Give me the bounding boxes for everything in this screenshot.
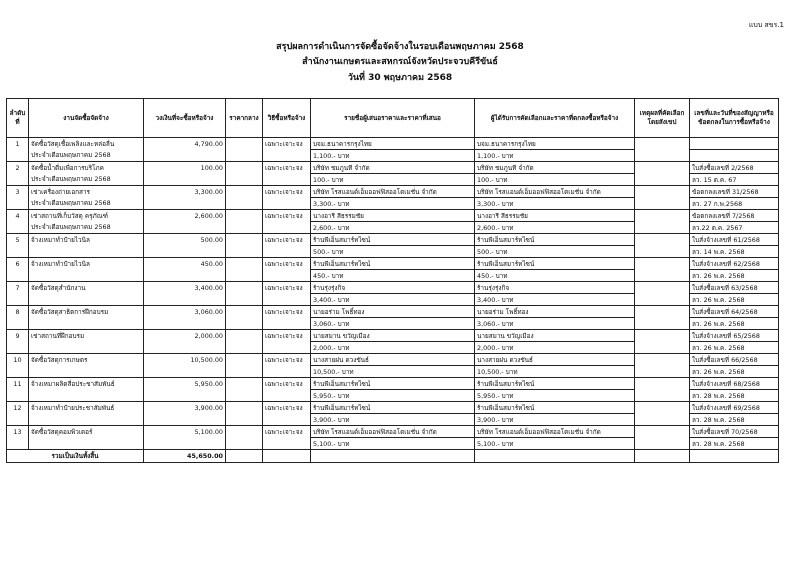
selection-reason <box>635 258 690 270</box>
median-price <box>226 354 263 366</box>
budget-amount: 10,500.00 <box>144 354 226 366</box>
winner-name: ร้านพีเอ็นสมาร์ทไซน์ <box>475 258 635 270</box>
table-row-detail <box>7 414 779 426</box>
task-name: จ้างเหมาทำป้ายประชาสัมพันธ์ <box>29 402 144 414</box>
table-row <box>7 210 779 222</box>
budget-amount: 3,300.00 <box>144 186 226 198</box>
procurement-method: เฉพาะเจาะจง <box>263 186 311 198</box>
winning-price: 2,600.- บาท <box>475 222 635 234</box>
winner-name: ร้านพีเอ็นสมาร์ทไซน์ <box>475 234 635 246</box>
median-price <box>226 306 263 318</box>
task-period: ประจำเดือนพฤษภาคม 2568 <box>29 198 144 210</box>
winning-price: 3,400.- บาท <box>475 294 635 306</box>
median-price <box>226 186 263 198</box>
procurement-method: เฉพาะเจาะจง <box>263 258 311 270</box>
task-period <box>29 342 144 354</box>
task-name: เช่าสถานที่เก็บวัสดุ ครุภัณฑ์ <box>29 210 144 222</box>
bid-price: 3,300.- บาท <box>311 198 475 210</box>
bidder-name: ร้านพีเอ็นสมาร์ทไซน์ <box>311 378 475 390</box>
bid-price: 5,950.- บาท <box>311 390 475 402</box>
bidder-name: บจม.ธนาคารกรุงไทย <box>311 138 475 150</box>
form-code: แบบ สขร.1 <box>748 21 784 29</box>
winner-name: นางอารี สีธรรมชัย <box>475 210 635 222</box>
task-name: จ้างเหมาผลิตสื่อประชาสัมพันธ์ <box>29 378 144 390</box>
contract-number: ใบสั่งซื้อเลขที่ 66/2568 <box>690 354 779 366</box>
table-row-detail <box>7 270 779 282</box>
median-price <box>226 282 263 294</box>
winning-price: 100.- บาท <box>475 174 635 186</box>
table-row <box>7 330 779 342</box>
row-number: 9 <box>7 330 29 342</box>
contract-number: ใบสั่งซื้อเลขที่ 2/2568 <box>690 162 779 174</box>
row-number: 12 <box>7 402 29 414</box>
contract-number: ใบสั่งจ้างเลขที่ 68/2568 <box>690 378 779 390</box>
task-name: จัดซื้อวัสดุคอมพิวเตอร์ <box>29 426 144 438</box>
bidder-name: นางอารี สีธรรมชัย <box>311 210 475 222</box>
median-price <box>226 378 263 390</box>
budget-amount: 2,000.00 <box>144 330 226 342</box>
median-price <box>226 210 263 222</box>
table-row <box>7 378 779 390</box>
col-header-budget: วงเงินที่จะซื้อหรือจ้าง <box>144 99 226 138</box>
table-row <box>7 234 779 246</box>
selection-reason <box>635 306 690 318</box>
table-row <box>7 306 779 318</box>
report-title: สรุปผลการดำเนินการจัดซื้อจัดจ้างในรอบเดือนพฤษภาคม 2568 <box>276 42 524 52</box>
winning-price: 5,950.- บาท <box>475 390 635 402</box>
selection-reason <box>635 378 690 390</box>
procurement-method: เฉพาะเจาะจง <box>263 354 311 366</box>
budget-amount: 2,600.00 <box>144 210 226 222</box>
contract-date: ลว. 26 พ.ค. 2568 <box>690 318 779 330</box>
winning-price: 5,100.- บาท <box>475 438 635 450</box>
bid-price: 10,500.- บาท <box>311 366 475 378</box>
task-name: จ้างเหมาทำป้ายไวนิล <box>29 258 144 270</box>
procurement-method: เฉพาะเจาะจง <box>263 234 311 246</box>
task-period: ประจำเดือนพฤษภาคม 2568 <box>29 174 144 186</box>
contract-date: ลว. 26 พ.ค. 2568 <box>690 366 779 378</box>
median-price <box>226 330 263 342</box>
bidder-name: บริษัท ชมภูนที จำกัด <box>311 162 475 174</box>
bidder-name: นายอร่าม โพธิ์ทอง <box>311 306 475 318</box>
contract-number: ใบสั่งซื้อเลขที่ 63/2568 <box>690 282 779 294</box>
selection-reason <box>635 282 690 294</box>
budget-amount: 450.00 <box>144 258 226 270</box>
procurement-method: เฉพาะเจาะจง <box>263 282 311 294</box>
col-header-method: วิธีซื้อหรือจ้าง <box>263 99 311 138</box>
median-price <box>226 402 263 414</box>
winning-price: 450.- บาท <box>475 270 635 282</box>
table-row-detail <box>7 438 779 450</box>
bid-price: 100.- บาท <box>311 174 475 186</box>
bidder-name: บริษัท โรสแอนด์เอ็มออฟฟิสออโตเมชั่น จำกัด <box>311 426 475 438</box>
table-row-detail <box>7 318 779 330</box>
winning-price: 3,060.- บาท <box>475 318 635 330</box>
median-price <box>226 138 263 150</box>
task-period <box>29 366 144 378</box>
col-header-task: งานจัดซื้อจัดจ้าง <box>29 99 144 138</box>
table-row <box>7 282 779 294</box>
task-name: จัดซื้อวัสดุสำนักงาน <box>29 282 144 294</box>
median-price <box>226 234 263 246</box>
contract-date: ลว. 14 พ.ค. 2568 <box>690 246 779 258</box>
contract-number: ใบสั่งจ้างเลขที่ 65/2568 <box>690 330 779 342</box>
winning-price: 3,300.- บาท <box>475 198 635 210</box>
bid-price: 450.- บาท <box>311 270 475 282</box>
contract-number <box>690 138 779 150</box>
bid-price: 3,400.- บาท <box>311 294 475 306</box>
median-price <box>226 258 263 270</box>
median-price <box>226 426 263 438</box>
contract-number: ใบสั่งจ้างเลขที่ 69/2568 <box>690 402 779 414</box>
task-period <box>29 318 144 330</box>
table-row-detail <box>7 198 779 210</box>
procurement-summary-table <box>6 98 779 463</box>
winning-price: 10,500.- บาท <box>475 366 635 378</box>
table-row <box>7 162 779 174</box>
table-row-detail <box>7 294 779 306</box>
budget-amount: 3,400.00 <box>144 282 226 294</box>
row-number: 13 <box>7 426 29 438</box>
row-number: 11 <box>7 378 29 390</box>
col-header-winner: ผู้ได้รับการคัดเลือกและราคาที่ตกลงซื้อหรือจ้าง <box>475 99 635 138</box>
winning-price: 1,100.- บาท <box>475 150 635 162</box>
winner-name: ร้านพีเอ็นสมาร์ทไซน์ <box>475 402 635 414</box>
bidder-name: ร้านพีเอ็นสมาร์ทไซน์ <box>311 402 475 414</box>
contract-number: ใบสั่งซื้อเลขที่ 64/2568 <box>690 306 779 318</box>
contract-date: ลว. 26 พ.ค. 2568 <box>690 270 779 282</box>
table-row <box>7 138 779 150</box>
row-number: 5 <box>7 234 29 246</box>
row-number: 4 <box>7 210 29 222</box>
bidder-name: ร้านรุ่งรุ่งกิจ <box>311 282 475 294</box>
winning-price: 2,000.- บาท <box>475 342 635 354</box>
task-name: เช่าเครื่องถ่ายเอกสาร <box>29 186 144 198</box>
table-row <box>7 402 779 414</box>
bidder-name: ร้านพีเอ็นสมาร์ทไซน์ <box>311 234 475 246</box>
winner-name: ร้านพีเอ็นสมาร์ทไซน์ <box>475 378 635 390</box>
task-name: จัดซื้อวัสดุสาธิตการฝึกอบรม <box>29 306 144 318</box>
procurement-method: เฉพาะเจาะจง <box>263 306 311 318</box>
winner-name: บจม.ธนาคารกรุงไทย <box>475 138 635 150</box>
task-period <box>29 438 144 450</box>
median-price <box>226 162 263 174</box>
task-period <box>29 294 144 306</box>
procurement-method: เฉพาะเจาะจง <box>263 330 311 342</box>
total-row <box>7 450 779 463</box>
budget-amount: 5,100.00 <box>144 426 226 438</box>
table-row-detail <box>7 342 779 354</box>
row-number: 6 <box>7 258 29 270</box>
table-row-detail <box>7 150 779 162</box>
task-period <box>29 414 144 426</box>
procurement-method: เฉพาะเจาะจง <box>263 378 311 390</box>
row-number: 3 <box>7 186 29 198</box>
office-name: สำนักงานเกษตรและสหกรณ์จังหวัดประจวบคีรีขันธ์ <box>302 57 498 67</box>
col-header-contract: เลขที่และวันที่ของสัญญาหรือข้อตกลงในการซื้อหรือจ้าง <box>690 99 779 138</box>
col-header-reason: เหตุผลที่คัดเลือกโดยสังเขป <box>635 99 690 138</box>
winner-name: บริษัท โรสแอนด์เอ็มออฟฟิสออโตเมชั่น จำกัด <box>475 186 635 198</box>
col-header-median-price: ราคากลาง <box>226 99 263 138</box>
winner-name: นางสายฝน ดวงขันธ์ <box>475 354 635 366</box>
budget-amount: 500.00 <box>144 234 226 246</box>
table-row-detail <box>7 366 779 378</box>
winner-name: นายอร่าม โพธิ์ทอง <box>475 306 635 318</box>
col-header-bidders: รายชื่อผู้เสนอราคาและราคาที่เสนอ <box>311 99 475 138</box>
bid-price: 500.- บาท <box>311 246 475 258</box>
bidder-name: นายสมาน ขวัญเมือง <box>311 330 475 342</box>
contract-number: ข้อตกลงเลขที่ 7/2568 <box>690 210 779 222</box>
contract-number: ข้อตกลงเลขที่ 31/2568 <box>690 186 779 198</box>
selection-reason <box>635 330 690 342</box>
bid-price: 3,060.- บาท <box>311 318 475 330</box>
selection-reason <box>635 402 690 414</box>
selection-reason <box>635 354 690 366</box>
bidder-name: บริษัท โรสแอนด์เอ็มออฟฟิสออโตเมชั่น จำกัด <box>311 186 475 198</box>
table-row <box>7 426 779 438</box>
budget-amount: 100.00 <box>144 162 226 174</box>
task-period <box>29 246 144 258</box>
budget-amount: 3,060.00 <box>144 306 226 318</box>
budget-amount: 4,790.00 <box>144 138 226 150</box>
selection-reason <box>635 162 690 174</box>
bidder-name: นางสายฝน ดวงขันธ์ <box>311 354 475 366</box>
task-name: จัดซื้อน้ำดื่มเพื่อการบริโภค <box>29 162 144 174</box>
table-row-detail <box>7 174 779 186</box>
task-name: จัดซื้อวัสดุการเกษตร <box>29 354 144 366</box>
procurement-method: เฉพาะเจาะจง <box>263 210 311 222</box>
row-number: 1 <box>7 138 29 150</box>
task-name: จ้างเหมาทำป้ายไวนิล <box>29 234 144 246</box>
procurement-method: เฉพาะเจาะจง <box>263 402 311 414</box>
procurement-method: เฉพาะเจาะจง <box>263 426 311 438</box>
task-period: ประจำเดือนพฤษภาคม 2568 <box>29 150 144 162</box>
task-period <box>29 270 144 282</box>
selection-reason <box>635 210 690 222</box>
contract-date: ลว.22 ต.ค. 2567 <box>690 222 779 234</box>
table-row <box>7 186 779 198</box>
task-name: จัดซื้อวัสดุเชื้อเพลิงและหล่อลื่น <box>29 138 144 150</box>
contract-date: ลว. 28 พ.ค. 2568 <box>690 414 779 426</box>
table-row-detail <box>7 390 779 402</box>
winning-price: 500.- บาท <box>475 246 635 258</box>
bid-price: 1,100.- บาท <box>311 150 475 162</box>
col-header-no: ลำดับที่ <box>7 99 29 138</box>
table-row-detail <box>7 246 779 258</box>
selection-reason <box>635 234 690 246</box>
winner-name: นายสมาน ขวัญเมือง <box>475 330 635 342</box>
header-row <box>7 99 779 138</box>
bid-price: 3,900.- บาท <box>311 414 475 426</box>
task-period <box>29 390 144 402</box>
report-date: วันที่ 30 พฤษภาคม 2568 <box>347 73 453 83</box>
contract-date: ลว. 28 พ.ค. 2568 <box>690 390 779 402</box>
procurement-method: เฉพาะเจาะจง <box>263 138 311 150</box>
bidder-name: ร้านพีเอ็นสมาร์ทไซน์ <box>311 258 475 270</box>
task-period: ประจำเดือนพฤษภาคม 2568 <box>29 222 144 234</box>
selection-reason <box>635 186 690 198</box>
contract-date: ลว. 26 พ.ค. 2568 <box>690 294 779 306</box>
bid-price: 2,600.- บาท <box>311 222 475 234</box>
contract-date: ลว. 28 พ.ค. 2568 <box>690 438 779 450</box>
contract-date: ลว. 26 พ.ค. 2568 <box>690 342 779 354</box>
table-row-detail <box>7 222 779 234</box>
total-amount: 45,650.00 <box>144 450 226 463</box>
winner-name: บริษัท โรสแอนด์เอ็มออฟฟิสออโตเมชั่น จำกัด <box>475 426 635 438</box>
bid-price: 2,000.- บาท <box>311 342 475 354</box>
contract-date: ลว. 15 ต.ค. 67 <box>690 174 779 186</box>
budget-amount: 3,900.00 <box>144 402 226 414</box>
winner-name: บริษัท ชมภูนที จำกัด <box>475 162 635 174</box>
contract-number: ใบสั่งจ้างเลขที่ 62/2568 <box>690 258 779 270</box>
selection-reason <box>635 426 690 438</box>
winning-price: 3,900.- บาท <box>475 414 635 426</box>
row-number: 10 <box>7 354 29 366</box>
procurement-method: เฉพาะเจาะจง <box>263 162 311 174</box>
total-label: รวมเป็นเงินทั้งสิ้น <box>7 450 144 463</box>
selection-reason <box>635 138 690 150</box>
row-number: 2 <box>7 162 29 174</box>
contract-number: ใบสั่งซื้อเลขที่ 70/2568 <box>690 426 779 438</box>
contract-number: ใบสั่งจ้างเลขที่ 61/2568 <box>690 234 779 246</box>
contract-date: ลว. 27 ก.พ.2568 <box>690 198 779 210</box>
winner-name: ร้านรุ่งรุ่งกิจ <box>475 282 635 294</box>
bid-price: 5,100.- บาท <box>311 438 475 450</box>
table-row <box>7 258 779 270</box>
contract-date <box>690 150 779 162</box>
table-row <box>7 354 779 366</box>
row-number: 7 <box>7 282 29 294</box>
row-number: 8 <box>7 306 29 318</box>
budget-amount: 5,950.00 <box>144 378 226 390</box>
task-name: เช่าสถานที่ฝึกอบรม <box>29 330 144 342</box>
